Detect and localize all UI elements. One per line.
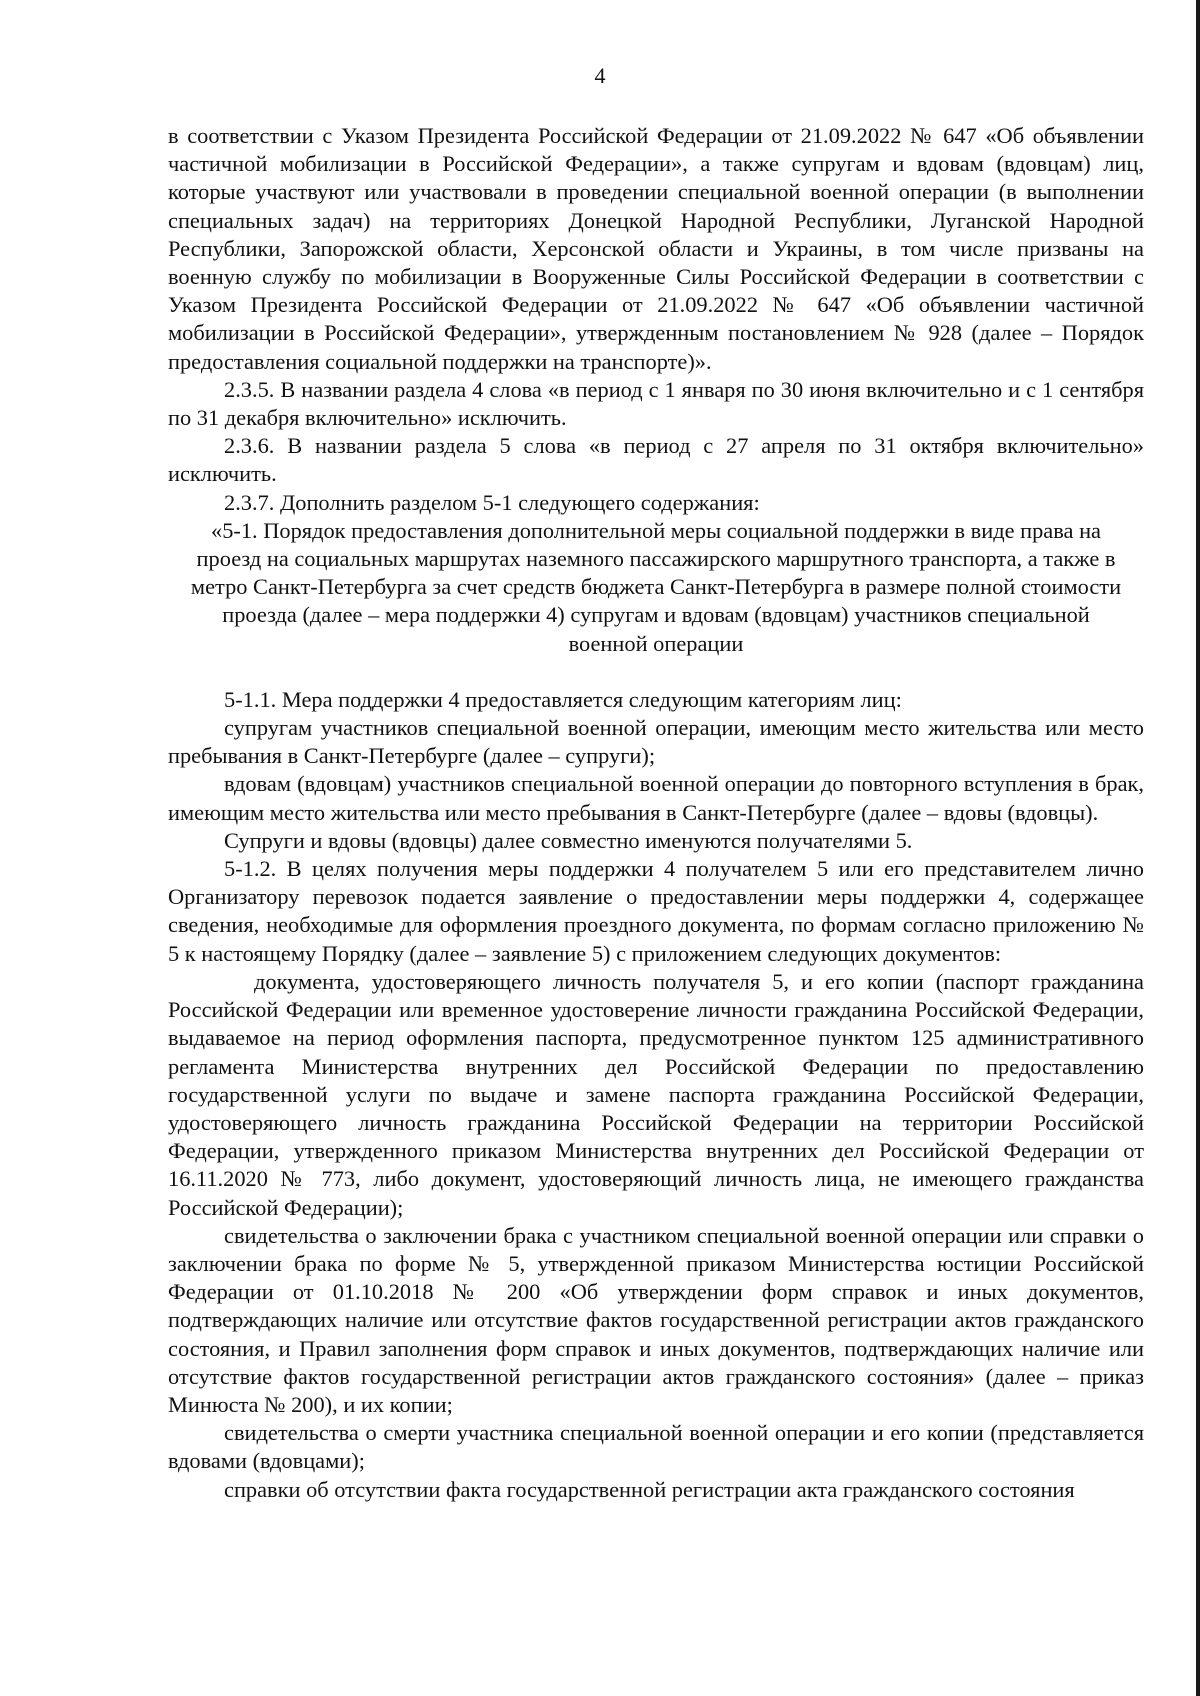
paragraph-death-certificate: свидетельства о смерти участника специальной военной операции и его копии (представляется вдовами (вдовцами); (168, 1420, 1144, 1474)
paragraph-recipients: Супруги и вдовы (вдовцы) далее совместно именуются получателями 5. (224, 827, 913, 853)
paragraph-5-1-1: 5-1.1. Мера поддержки 4 предоставляется следующим категориям лиц: (224, 686, 902, 712)
paragraph-marriage-certificate: свидетельства о заключении брака с участником специальной военной операции или справки о заключении брака по форме № 5, утвержденной приказом Министерства юстиции Российской Федерации от 01.10.2018 № 200 «Об утверждении форм справок и иных документов, подтверждающих наличие или отсутствие фактов государственной регистрации актов гражданского состояния, и Правил заполнения форм справок и иных документов, подтверждающих наличие или отсутствие фактов государственной регистрации актов гражданского состояния» (далее – приказ Минюста № 200), и их копии; (168, 1222, 1144, 1417)
heading-spacer (168, 658, 1144, 686)
section-5-1-heading: «5-1. Порядок предоставления дополнительной меры социальной поддержки в виде права на проезд на социальных маршрутах наземного пассажирского маршрутного транспорта, а также в метро Санкт-Петербурга за счет средств бюджета Санкт-Петербурга в размере полной стоимости проезда (далее – мера поддержки 4) супругам и вдовам (вдовцам) участников специальной военной операции (190, 517, 1122, 656)
paragraph-5-1-2: 5-1.2. В целях получения меры поддержки 4 получателем 5 или его представителем лично Организатору перевозок подается заявление о предоставлении меры поддержки 4, содержащее сведения, необходимые для оформления проездного документа, по формам согласно приложению № 5 к настоящему Порядку (далее – заявление 5) с приложением следующих документов: (168, 856, 1144, 966)
paragraph-continuation: в соответствии с Указом Президента Российской Федерации от 21.09.2022 № 647 «Об объявлении частичной мобилизации в Российской Федерации», а также супругам и вдовам (вдовцам) лиц, которые участвуют или участвовали в проведении специальной военной операции (в выполнении специальных задач) на территориях Донецкой Народной Республики, Луганской Народной Республики, Запорожской области, Херсонской области и Украины, в том числе призваны на военную службу по мобилизации в Вооруженные Силы Российской Федерации в соответствии с Указом Президента Российской Федерации от 21.09.2022 № 647 «Об объявлении частичной мобилизации в Российской Федерации», утвержденным постановлением № 928 (далее – Порядок предоставления социальной поддержки на транспорте)». (168, 123, 1144, 374)
page-number: 4 (594, 63, 606, 88)
paragraph-2-3-7: 2.3.7. Дополнить разделом 5-1 следующего содержания: (224, 489, 760, 515)
paragraph-2-3-6: 2.3.6. В названии раздела 5 слова «в период с 27 апреля по 31 октября включительно» исключить. (168, 433, 1144, 487)
scan-edge-shadow (1196, 0, 1200, 1696)
paragraph-spouses: супругам участников специальной военной операции, имеющим место жительства или место пребывания в Санкт-Петербурге (далее – супруги); (168, 715, 1144, 769)
document-body (168, 122, 1144, 1504)
paragraph-2-3-5: 2.3.5. В названии раздела 4 слова «в период с 1 января по 30 июня включительно и с 1 сентября по 31 декабря включительно» исключить. (168, 376, 1144, 431)
paragraph-widows: вдовам (вдовцам) участников специальной военной операции до повторного вступления в брак, имеющим место жительства или место пребывания в Санкт-Петербурге (далее – вдовы (вдовцы). (168, 771, 1144, 825)
paragraph-identity-document: документа, удостоверяющего личность получателя 5, и его копии (паспорт гражданина Российской Федерации или временное удостоверение личности гражданина Российской Федерации, выдаваемое на период оформления паспорта, предусмотренное пунктом 125 административного регламента Министерства внутренних дел Российской Федерации по предоставлению государственной услуги по выдаче и замене паспорта гражданина Российской Федерации, удостоверяющего личность гражданина Российской Федерации на территории Российской Федерации, утвержденного приказом Министерства внутренних дел Российской Федерации от 16.11.2020 № 773, либо документ, удостоверяющий личность лица, не имеющего гражданства Российской Федерации); (168, 968, 1144, 1220)
paragraph-absence-certificate: справки об отсутствии факта государственной регистрации акта гражданского состояния (224, 1476, 1075, 1502)
